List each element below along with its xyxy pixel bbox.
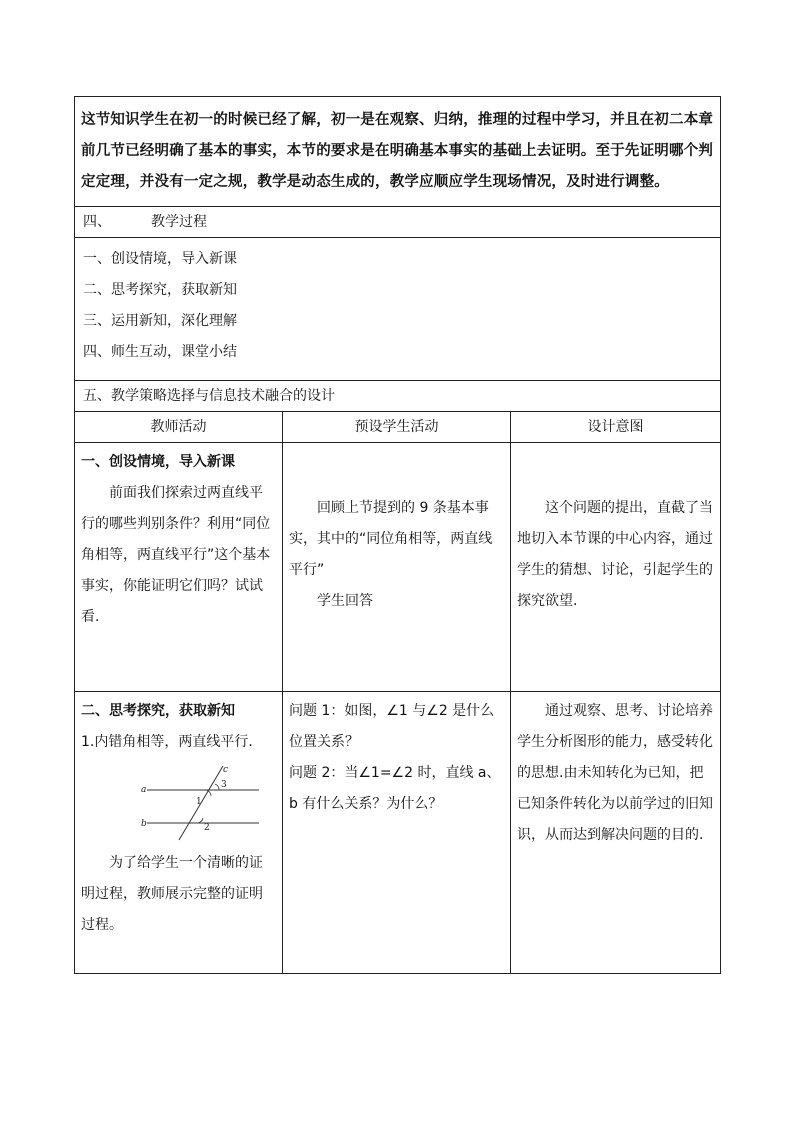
steps-row bbox=[75, 238, 721, 381]
label-a: a bbox=[141, 785, 147, 795]
arc-angle-3 bbox=[215, 784, 219, 790]
teacher-heading: 一、创设情境，导入新课 bbox=[81, 454, 235, 470]
intent-text: 这个问题的提出，直截了当地切入本节课的中心内容，通过学生的猜想、讨论，引起学生的探究欲望. bbox=[517, 500, 713, 609]
student-activity-cell bbox=[283, 443, 511, 692]
section4-number: 四、 bbox=[83, 214, 111, 230]
student-question-1: 问题 1：如图，∠1 与∠2 是什么位置关系？ bbox=[289, 703, 495, 750]
column-header-teacher: 教师活动 bbox=[75, 412, 283, 443]
arc-angle-2 bbox=[197, 818, 203, 823]
section4-row bbox=[75, 207, 721, 238]
student-activity-cell bbox=[283, 692, 511, 974]
teacher-text: 为了给学生一个清晰的证明过程，教师展示完整的证明过程。 bbox=[81, 855, 263, 933]
label-c: c bbox=[223, 765, 229, 775]
table-row bbox=[75, 692, 721, 974]
label-angle-2: 2 bbox=[204, 823, 210, 833]
label-b: b bbox=[141, 819, 147, 829]
teacher-activity-cell bbox=[75, 443, 283, 692]
student-text: 回顾上节提到的 9 条基本事实，其中的“同位角相等，两直线平行” bbox=[289, 500, 493, 578]
column-header-student: 预设学生活动 bbox=[283, 412, 511, 443]
teacher-activity-cell bbox=[75, 692, 283, 974]
column-header-row bbox=[75, 412, 721, 443]
step-item: 四、师生互动，课堂小结 bbox=[83, 344, 237, 360]
section5-title: 五、教学策略选择与信息技术融合的设计 bbox=[75, 381, 721, 412]
table-row bbox=[75, 443, 721, 692]
teacher-point: 1.内错角相等，两直线平行. bbox=[81, 734, 253, 750]
teacher-text: 前面我们探索过两直线平行的哪些判别条件？利用“同位角相等，两直线平行”这个基本事实，你能证明它们吗？试试看. bbox=[81, 485, 271, 625]
teacher-heading: 二、思考探究，获取新知 bbox=[81, 703, 235, 719]
section4-title: 教学过程 bbox=[151, 214, 207, 230]
student-text-2: 学生回答 bbox=[317, 593, 373, 609]
steps-list bbox=[75, 238, 721, 381]
design-intent-cell bbox=[511, 692, 721, 974]
lesson-plan-table bbox=[74, 96, 721, 974]
column-header-intent: 设计意图 bbox=[511, 412, 721, 443]
intro-text: 这节知识学生在初一的时候已经了解，初一是在观察、归纳，推理的过程中学习，并且在初二本章前几节已经明确了基本的事实，本节的要求是在明确基本事实的基础上去证明。至于先证明哪个判定定理，并没有一定之规，教学是动态生成的，教学应顺应学生现场情况，及时进行调整。 bbox=[75, 97, 721, 207]
design-intent-cell bbox=[511, 443, 721, 692]
step-item: 三、运用新知，深化理解 bbox=[83, 313, 237, 329]
intent-text: 通过观察、思考、讨论培养学生分析图形的能力，感受转化的思想.由未知转化为已知，把已知条件转化为以前学过的旧知识，从而达到解决问题的目的. bbox=[517, 703, 713, 843]
lesson-plan-page bbox=[74, 96, 720, 974]
section5-row bbox=[75, 381, 721, 412]
step-item: 二、思考探究，获取新知 bbox=[83, 282, 237, 298]
label-angle-3: 3 bbox=[221, 780, 227, 790]
step-item: 一、创设情境，导入新课 bbox=[83, 251, 237, 267]
student-question-2: 问题 2：当∠1=∠2 时，直线 a、b 有什么关系？为什么？ bbox=[289, 765, 501, 812]
label-angle-1: 1 bbox=[196, 797, 202, 807]
parallel-lines-figure bbox=[141, 764, 261, 842]
intro-row bbox=[75, 97, 721, 207]
